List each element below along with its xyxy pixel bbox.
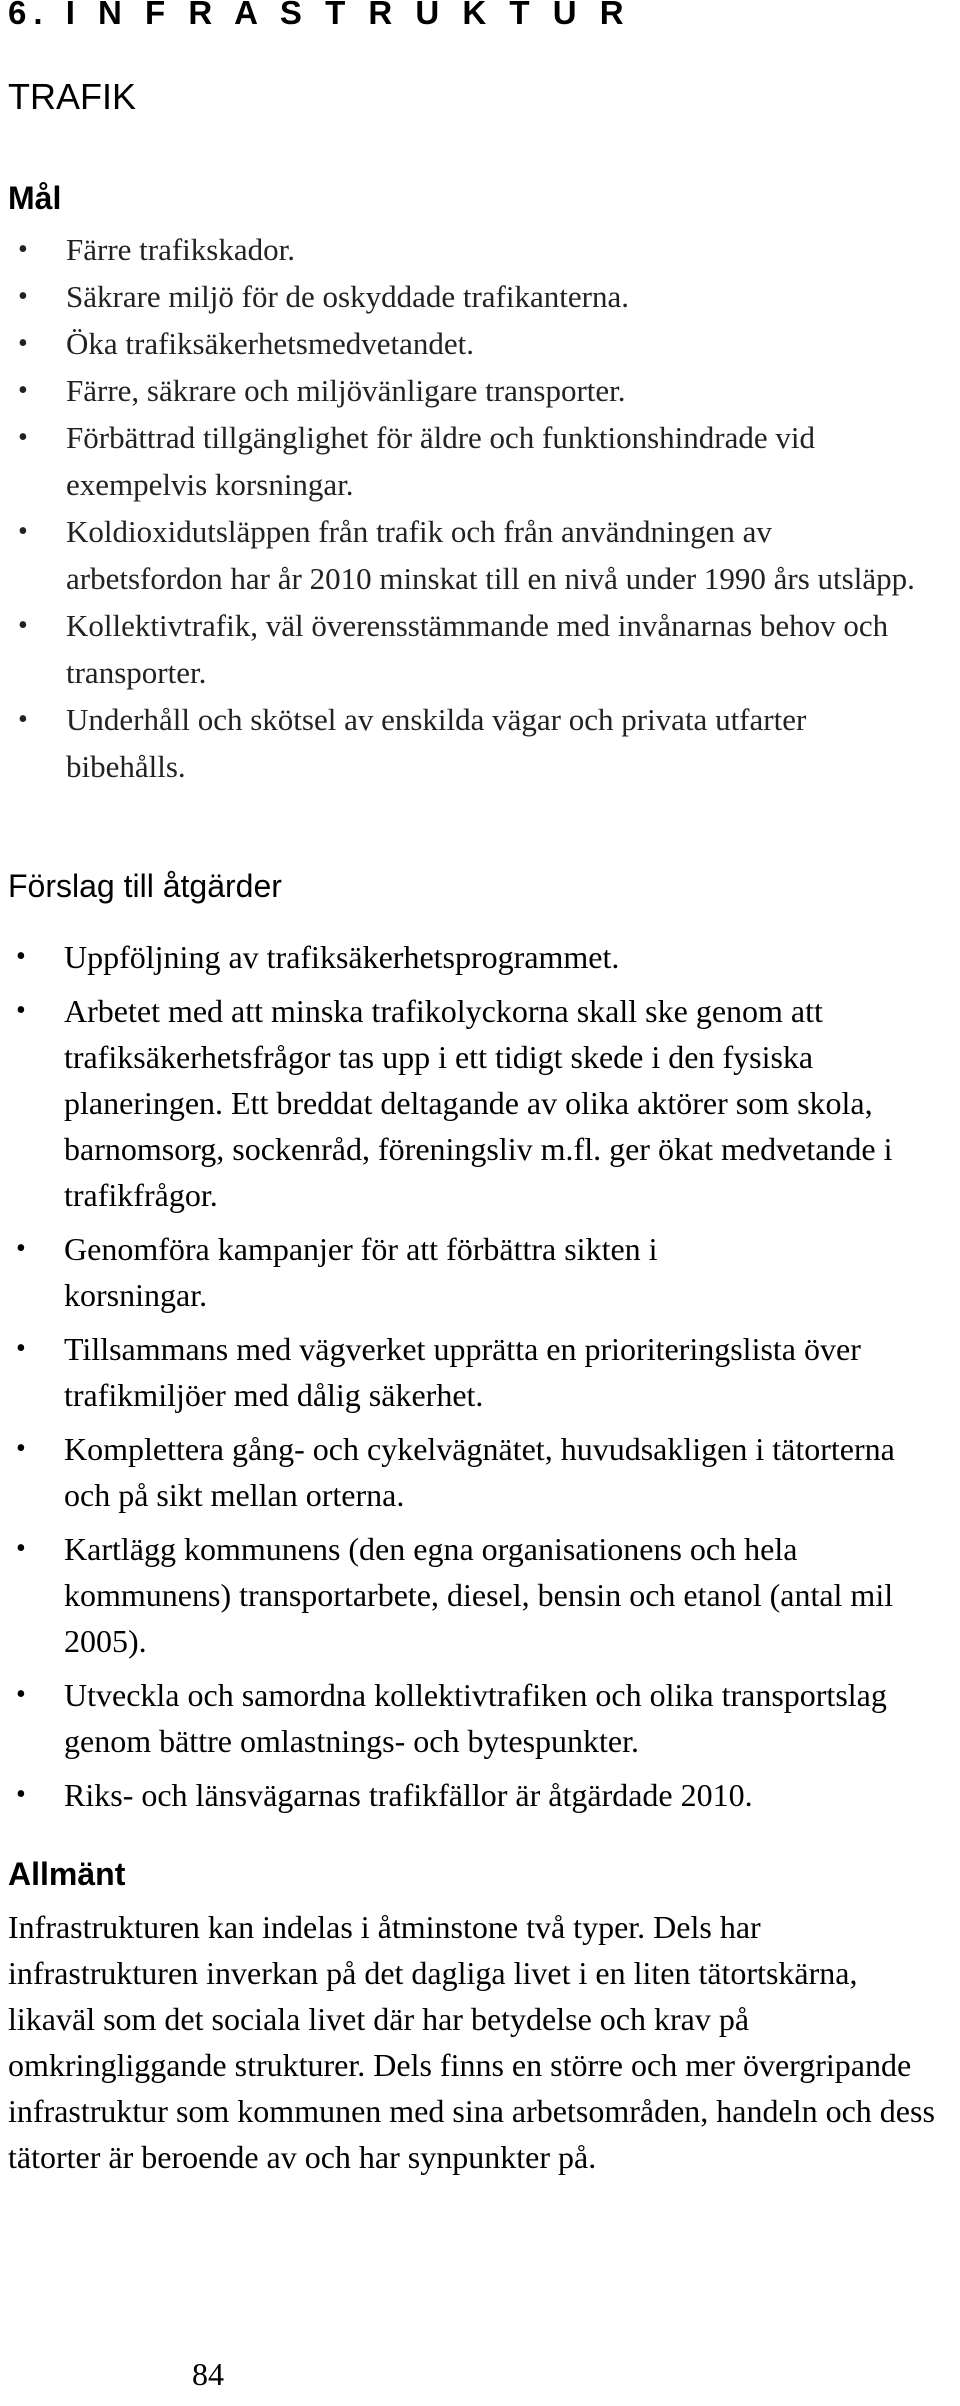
goal-text: Öka trafiksäkerhetsmedvetandet. [66,326,474,361]
goal-text: Förbättrad tillgänglighet för äldre och funktionshindrade vid exempelvis korsningar. [66,420,815,502]
list-item [0,988,960,1218]
list-item [0,226,960,273]
list-item [0,367,960,414]
measure-text: Tillsammans med vägverket upprätta en prioriteringslista över trafikmiljöer med dålig säkerhet. [64,1331,861,1413]
measures-list [0,934,960,1826]
list-item [0,934,960,980]
goal-text: Underhåll och skötsel av enskilda vägar och privata utfarter bibehålls. [66,702,807,784]
bullet-icon: • [18,422,28,453]
measure-text: Genomföra kampanjer för att förbättra sikten i korsningar. [64,1231,658,1313]
bullet-icon: • [16,995,26,1026]
measure-text: Uppföljning av trafiksäkerhetsprogrammet. [64,939,620,975]
general-paragraph: Infrastrukturen kan indelas i åtminstone två typer. Dels har infrastrukturen inverkan på det dagliga livet i en liten tätortskärna, likaväl som det sociala livet där har betydelse och krav på omkringliggande strukturer. Dels finns en större och mer övergripande infrastruktur som kommunen med sina arbetsområden, handeln och dess tätorter är beroende av och har synpunkter på. [8,1909,935,2175]
bullet-icon: • [16,941,26,972]
list-item [0,414,960,508]
bullet-icon: • [18,234,28,265]
list-item [0,1526,960,1664]
list-item [0,1326,960,1418]
measure-text: Arbetet med att minska trafikolyckorna skall ske genom att trafiksäkerhetsfrågor tas upp i ett tidigt skede i den fysiska planeringen. Ett breddat deltagande av olika aktörer som skola, barnomsorg, sockenråd, föreningsliv m.fl. ger ökat medvetande i trafikfrågor. [64,993,893,1213]
goals-list [0,226,960,790]
list-item [0,1226,960,1318]
bullet-icon: • [18,610,28,641]
bullet-icon: • [16,1233,26,1264]
bullet-icon: • [18,281,28,312]
bullet-icon: • [18,328,28,359]
measure-text: Komplettera gång- och cykelvägnätet, huvudsakligen i tätorterna och på sikt mellan orterna. [64,1431,895,1513]
section-title: TRAFIK [8,76,137,117]
goal-text: Kollektivtrafik, väl överensstämmande med invånarnas behov och transporter. [66,608,889,690]
measure-text: Riks- och länsvägarnas trafikfällor är åtgärdade 2010. [64,1777,753,1813]
list-item [0,602,960,696]
measure-text: Utveckla och samordna kollektivtrafiken och olika transportslag genom bättre omlastnings- och bytespunkter. [64,1677,887,1759]
general-heading: Allmänt [8,1856,126,1892]
chapter-title: 6. I N F R A S T R U K T U R [8,0,631,31]
page-number: 84 [192,2356,224,2392]
list-item [0,320,960,367]
bullet-icon: • [16,1533,26,1564]
bullet-icon: • [16,1779,26,1810]
bullet-icon: • [16,1679,26,1710]
goal-text: Färre, säkrare och miljövänligare transporter. [66,373,626,408]
goal-text: Koldioxidutsläppen från trafik och från användningen av arbetsfordon har år 2010 minskat till en nivå under 1990 års utsläpp. [66,514,915,596]
goal-text: Färre trafikskador. [66,232,295,267]
goal-text: Säkrare miljö för de oskyddade trafikanterna. [66,279,629,314]
bullet-icon: • [16,1433,26,1464]
goals-heading: Mål [8,180,62,216]
bullet-icon: • [16,1333,26,1364]
list-item [0,1672,960,1764]
list-item [0,273,960,320]
list-item [0,1772,960,1818]
list-item [0,696,960,790]
measure-text: Kartlägg kommunens (den egna organisationens och hela kommunens) transportarbete, diesel, bensin och etanol (antal mil 2005). [64,1531,894,1659]
bullet-icon: • [18,516,28,547]
list-item [0,508,960,602]
measures-heading: Förslag till åtgärder [8,868,282,904]
list-item [0,1426,960,1518]
bullet-icon: • [18,704,28,735]
bullet-icon: • [18,375,28,406]
